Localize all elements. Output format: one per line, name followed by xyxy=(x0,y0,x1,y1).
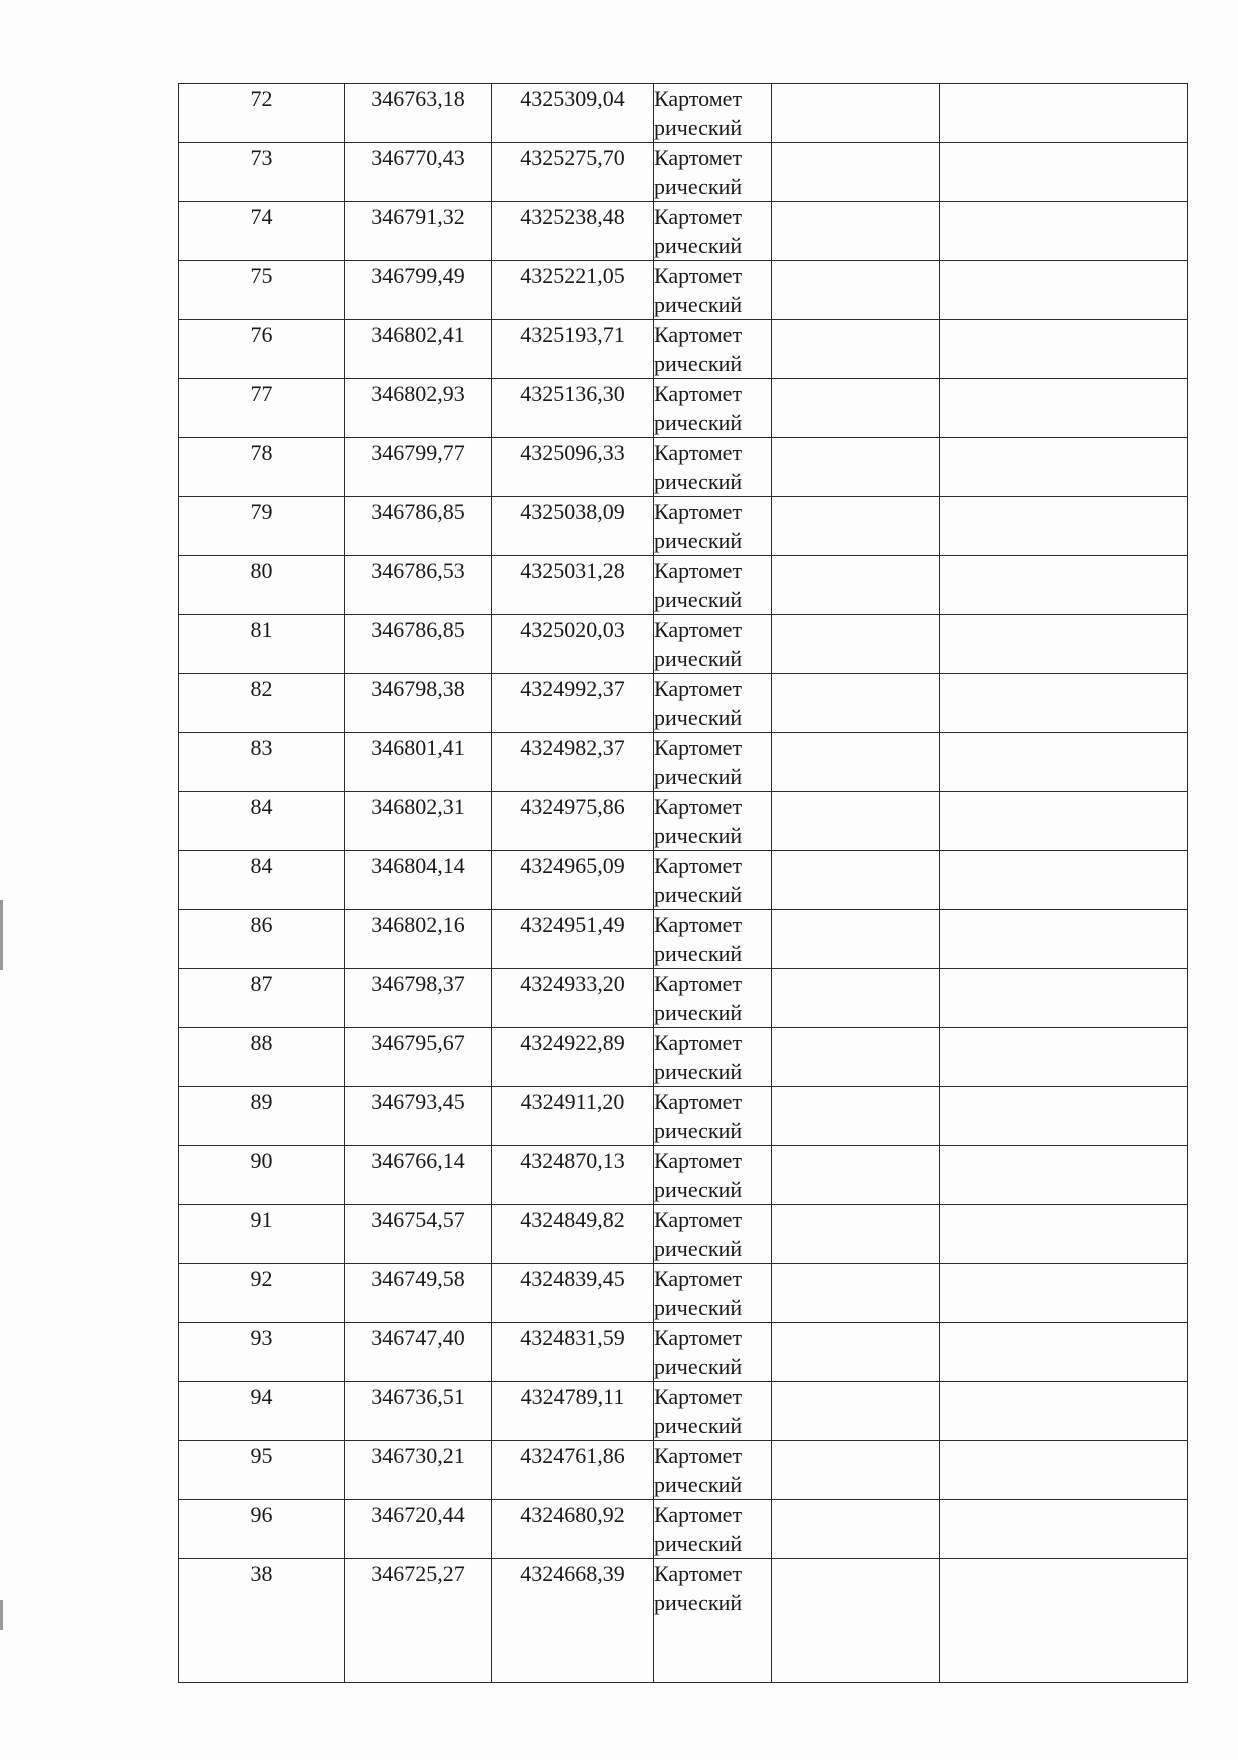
method-text-line-2: рический xyxy=(654,1295,743,1320)
empty-cell xyxy=(940,1205,1188,1264)
empty-cell xyxy=(940,320,1188,379)
empty-cell xyxy=(772,556,940,615)
method-cell xyxy=(654,438,772,497)
point-number-cell: 92 xyxy=(179,1264,345,1323)
empty-cell xyxy=(940,1028,1188,1087)
point-number-cell: 83 xyxy=(179,733,345,792)
table-row xyxy=(179,1500,1188,1559)
x-coordinate-cell: 346786,85 xyxy=(345,497,492,556)
x-coordinate-cell: 346791,32 xyxy=(345,202,492,261)
y-coordinate-cell: 4324831,59 xyxy=(492,1323,654,1382)
point-number-cell: 78 xyxy=(179,438,345,497)
point-number-cell: 72 xyxy=(179,84,345,143)
x-coordinate-cell: 346801,41 xyxy=(345,733,492,792)
method-cell xyxy=(654,1028,772,1087)
empty-cell xyxy=(772,1087,940,1146)
point-number-cell: 96 xyxy=(179,1500,345,1559)
empty-cell xyxy=(772,674,940,733)
y-coordinate-cell: 4324789,11 xyxy=(492,1382,654,1441)
method-cell xyxy=(654,1323,772,1382)
empty-cell xyxy=(940,1087,1188,1146)
method-text-line-1: Картомет xyxy=(654,1207,743,1232)
empty-cell xyxy=(940,84,1188,143)
x-coordinate-cell: 346766,14 xyxy=(345,1146,492,1205)
method-text-line-2: рический xyxy=(654,823,743,848)
empty-cell xyxy=(772,792,940,851)
table-row xyxy=(179,261,1188,320)
point-number-cell: 90 xyxy=(179,1146,345,1205)
table-row xyxy=(179,1264,1188,1323)
method-cell xyxy=(654,202,772,261)
method-text-line-1: Картомет xyxy=(654,499,743,524)
method-text-line-1: Картомет xyxy=(654,1561,743,1586)
method-text-line-1: Картомет xyxy=(654,1148,743,1173)
table-row xyxy=(179,1087,1188,1146)
method-cell xyxy=(654,851,772,910)
point-number-cell: 84 xyxy=(179,792,345,851)
table-row xyxy=(179,733,1188,792)
x-coordinate-cell: 346749,58 xyxy=(345,1264,492,1323)
point-number-cell: 84 xyxy=(179,851,345,910)
y-coordinate-cell: 4325309,04 xyxy=(492,84,654,143)
table-row xyxy=(179,615,1188,674)
x-coordinate-cell: 346786,53 xyxy=(345,556,492,615)
point-number-cell: 91 xyxy=(179,1205,345,1264)
empty-cell xyxy=(772,202,940,261)
method-text-line-1: Картомет xyxy=(654,204,743,229)
table-row xyxy=(179,556,1188,615)
empty-cell xyxy=(772,615,940,674)
table-row xyxy=(179,792,1188,851)
empty-cell xyxy=(940,792,1188,851)
method-text-line-2: рический xyxy=(654,115,743,140)
table-row xyxy=(179,379,1188,438)
table-row xyxy=(179,1205,1188,1264)
x-coordinate-cell: 346720,44 xyxy=(345,1500,492,1559)
method-text-line-2: рический xyxy=(654,174,743,199)
method-text-line-1: Картомет xyxy=(654,735,743,760)
point-number-cell: 89 xyxy=(179,1087,345,1146)
empty-cell xyxy=(940,1264,1188,1323)
x-coordinate-cell: 346793,45 xyxy=(345,1087,492,1146)
empty-cell xyxy=(940,556,1188,615)
point-number-cell: 87 xyxy=(179,969,345,1028)
table-row xyxy=(179,438,1188,497)
method-text-line-1: Картомет xyxy=(654,263,743,288)
table-row xyxy=(179,320,1188,379)
method-text-line-1: Картомет xyxy=(654,1266,743,1291)
method-cell xyxy=(654,733,772,792)
empty-cell xyxy=(772,1028,940,1087)
y-coordinate-cell: 4325275,70 xyxy=(492,143,654,202)
method-cell xyxy=(654,674,772,733)
method-text-line-2: рический xyxy=(654,1118,743,1143)
y-coordinate-cell: 4325020,03 xyxy=(492,615,654,674)
method-text-line-1: Картомет xyxy=(654,86,743,111)
x-coordinate-cell: 346730,21 xyxy=(345,1441,492,1500)
empty-cell xyxy=(940,733,1188,792)
x-coordinate-cell: 346763,18 xyxy=(345,84,492,143)
x-coordinate-cell: 346802,31 xyxy=(345,792,492,851)
empty-cell xyxy=(772,143,940,202)
empty-cell xyxy=(940,1323,1188,1382)
method-text-line-2: рический xyxy=(654,1236,743,1261)
empty-cell xyxy=(940,910,1188,969)
point-number-cell: 75 xyxy=(179,261,345,320)
x-coordinate-cell: 346798,38 xyxy=(345,674,492,733)
method-text-line-1: Картомет xyxy=(654,794,743,819)
y-coordinate-cell: 4324992,37 xyxy=(492,674,654,733)
y-coordinate-cell: 4324870,13 xyxy=(492,1146,654,1205)
method-text-line-2: рический xyxy=(654,941,743,966)
y-coordinate-cell: 4324668,39 xyxy=(492,1559,654,1683)
method-cell xyxy=(654,1264,772,1323)
empty-cell xyxy=(940,497,1188,556)
empty-cell xyxy=(940,261,1188,320)
table-row xyxy=(179,851,1188,910)
y-coordinate-cell: 4324761,86 xyxy=(492,1441,654,1500)
method-text-line-1: Картомет xyxy=(654,853,743,878)
method-cell xyxy=(654,1205,772,1264)
empty-cell xyxy=(772,1146,940,1205)
empty-cell xyxy=(940,1500,1188,1559)
point-number-cell: 80 xyxy=(179,556,345,615)
empty-cell xyxy=(772,379,940,438)
method-text-line-2: рический xyxy=(654,1000,743,1025)
y-coordinate-cell: 4324982,37 xyxy=(492,733,654,792)
method-text-line-2: рический xyxy=(654,587,743,612)
method-cell xyxy=(654,910,772,969)
method-cell xyxy=(654,1500,772,1559)
table-row xyxy=(179,910,1188,969)
method-cell xyxy=(654,1382,772,1441)
y-coordinate-cell: 4325136,30 xyxy=(492,379,654,438)
y-coordinate-cell: 4324975,86 xyxy=(492,792,654,851)
method-text-line-1: Картомет xyxy=(654,1443,743,1468)
empty-cell xyxy=(772,1500,940,1559)
empty-cell xyxy=(772,969,940,1028)
empty-cell xyxy=(772,1382,940,1441)
y-coordinate-cell: 4324680,92 xyxy=(492,1500,654,1559)
x-coordinate-cell: 346802,93 xyxy=(345,379,492,438)
y-coordinate-cell: 4324922,89 xyxy=(492,1028,654,1087)
method-text-line-2: рический xyxy=(654,1531,743,1556)
method-text-line-2: рический xyxy=(654,1413,743,1438)
x-coordinate-cell: 346799,77 xyxy=(345,438,492,497)
method-text-line-1: Картомет xyxy=(654,971,743,996)
method-text-line-1: Картомет xyxy=(654,1384,743,1409)
table-row xyxy=(179,84,1188,143)
method-cell xyxy=(654,1559,772,1683)
point-number-cell: 93 xyxy=(179,1323,345,1382)
x-coordinate-cell: 346795,67 xyxy=(345,1028,492,1087)
y-coordinate-cell: 4324965,09 xyxy=(492,851,654,910)
table-row xyxy=(179,969,1188,1028)
y-coordinate-cell: 4325096,33 xyxy=(492,438,654,497)
empty-cell xyxy=(772,733,940,792)
method-text-line-2: рический xyxy=(654,646,743,671)
method-text-line-2: рический xyxy=(654,233,743,258)
y-coordinate-cell: 4324951,49 xyxy=(492,910,654,969)
empty-cell xyxy=(772,1205,940,1264)
y-coordinate-cell: 4325038,09 xyxy=(492,497,654,556)
empty-cell xyxy=(772,1323,940,1382)
empty-cell xyxy=(940,202,1188,261)
method-text-line-1: Картомет xyxy=(654,617,743,642)
x-coordinate-cell: 346804,14 xyxy=(345,851,492,910)
table-row xyxy=(179,1028,1188,1087)
table-row xyxy=(179,202,1188,261)
x-coordinate-cell: 346725,27 xyxy=(345,1559,492,1683)
y-coordinate-cell: 4324933,20 xyxy=(492,969,654,1028)
method-text-line-2: рический xyxy=(654,292,743,317)
method-cell xyxy=(654,379,772,438)
method-cell xyxy=(654,261,772,320)
y-coordinate-cell: 4325238,48 xyxy=(492,202,654,261)
x-coordinate-cell: 346802,41 xyxy=(345,320,492,379)
method-text-line-2: рический xyxy=(654,1354,743,1379)
method-cell xyxy=(654,84,772,143)
table-row xyxy=(179,674,1188,733)
table-row xyxy=(179,143,1188,202)
method-text-line-2: рический xyxy=(654,764,743,789)
point-number-cell: 81 xyxy=(179,615,345,674)
table-row xyxy=(179,1441,1188,1500)
empty-cell xyxy=(772,497,940,556)
point-number-cell: 82 xyxy=(179,674,345,733)
method-text-line-2: рический xyxy=(654,705,743,730)
method-text-line-1: Картомет xyxy=(654,558,743,583)
table-row xyxy=(179,1323,1188,1382)
method-cell xyxy=(654,1087,772,1146)
point-number-cell: 95 xyxy=(179,1441,345,1500)
empty-cell xyxy=(940,851,1188,910)
method-text-line-2: рический xyxy=(654,528,743,553)
method-cell xyxy=(654,969,772,1028)
method-text-line-1: Картомет xyxy=(654,912,743,937)
table-row xyxy=(179,497,1188,556)
empty-cell xyxy=(772,1264,940,1323)
method-cell xyxy=(654,556,772,615)
method-text-line-1: Картомет xyxy=(654,145,743,170)
y-coordinate-cell: 4324849,82 xyxy=(492,1205,654,1264)
method-text-line-1: Картомет xyxy=(654,322,743,347)
y-coordinate-cell: 4324839,45 xyxy=(492,1264,654,1323)
x-coordinate-cell: 346770,43 xyxy=(345,143,492,202)
method-text-line-2: рический xyxy=(654,882,743,907)
table-row xyxy=(179,1382,1188,1441)
point-number-cell: 77 xyxy=(179,379,345,438)
method-text-line-1: Картомет xyxy=(654,1325,743,1350)
empty-cell xyxy=(940,1441,1188,1500)
empty-cell xyxy=(772,1441,940,1500)
binding-margin-mark xyxy=(0,1600,3,1630)
table-row xyxy=(179,1146,1188,1205)
method-text-line-1: Картомет xyxy=(654,440,743,465)
x-coordinate-cell: 346802,16 xyxy=(345,910,492,969)
method-text-line-2: рический xyxy=(654,351,743,376)
empty-cell xyxy=(940,969,1188,1028)
y-coordinate-cell: 4325031,28 xyxy=(492,556,654,615)
point-number-cell: 79 xyxy=(179,497,345,556)
empty-cell xyxy=(940,143,1188,202)
method-text-line-2: рический xyxy=(654,469,743,494)
method-text-line-1: Картомет xyxy=(654,676,743,701)
point-number-cell: 38 xyxy=(179,1559,345,1683)
method-cell xyxy=(654,497,772,556)
point-number-cell: 76 xyxy=(179,320,345,379)
empty-cell xyxy=(772,910,940,969)
method-cell xyxy=(654,320,772,379)
point-number-cell: 86 xyxy=(179,910,345,969)
empty-cell xyxy=(940,1146,1188,1205)
empty-cell xyxy=(772,1559,940,1683)
empty-cell xyxy=(772,261,940,320)
empty-cell xyxy=(772,320,940,379)
coordinates-table-body xyxy=(179,84,1188,1683)
point-number-cell: 73 xyxy=(179,143,345,202)
method-text-line-1: Картомет xyxy=(654,1089,743,1114)
point-number-cell: 94 xyxy=(179,1382,345,1441)
x-coordinate-cell: 346754,57 xyxy=(345,1205,492,1264)
y-coordinate-cell: 4325221,05 xyxy=(492,261,654,320)
empty-cell xyxy=(940,1559,1188,1683)
method-text-line-2: рический xyxy=(654,1059,743,1084)
empty-cell xyxy=(940,438,1188,497)
empty-cell xyxy=(772,851,940,910)
binding-margin-mark xyxy=(0,900,3,970)
y-coordinate-cell: 4324911,20 xyxy=(492,1087,654,1146)
method-cell xyxy=(654,792,772,851)
method-cell xyxy=(654,143,772,202)
method-text-line-2: рический xyxy=(654,1177,743,1202)
x-coordinate-cell: 346736,51 xyxy=(345,1382,492,1441)
table-row xyxy=(179,1559,1188,1683)
method-text-line-2: рический xyxy=(654,1590,743,1615)
method-cell xyxy=(654,615,772,674)
method-text-line-2: рический xyxy=(654,410,743,435)
method-text-line-1: Картомет xyxy=(654,1030,743,1055)
method-cell xyxy=(654,1441,772,1500)
point-number-cell: 74 xyxy=(179,202,345,261)
empty-cell xyxy=(772,84,940,143)
method-text-line-2: рический xyxy=(654,1472,743,1497)
y-coordinate-cell: 4325193,71 xyxy=(492,320,654,379)
method-text-line-1: Картомет xyxy=(654,381,743,406)
empty-cell xyxy=(940,615,1188,674)
x-coordinate-cell: 346799,49 xyxy=(345,261,492,320)
x-coordinate-cell: 346798,37 xyxy=(345,969,492,1028)
empty-cell xyxy=(940,1382,1188,1441)
empty-cell xyxy=(940,674,1188,733)
method-text-line-1: Картомет xyxy=(654,1502,743,1527)
method-cell xyxy=(654,1146,772,1205)
point-number-cell: 88 xyxy=(179,1028,345,1087)
empty-cell xyxy=(772,438,940,497)
coordinates-table xyxy=(178,83,1188,1683)
empty-cell xyxy=(940,379,1188,438)
x-coordinate-cell: 346747,40 xyxy=(345,1323,492,1382)
x-coordinate-cell: 346786,85 xyxy=(345,615,492,674)
